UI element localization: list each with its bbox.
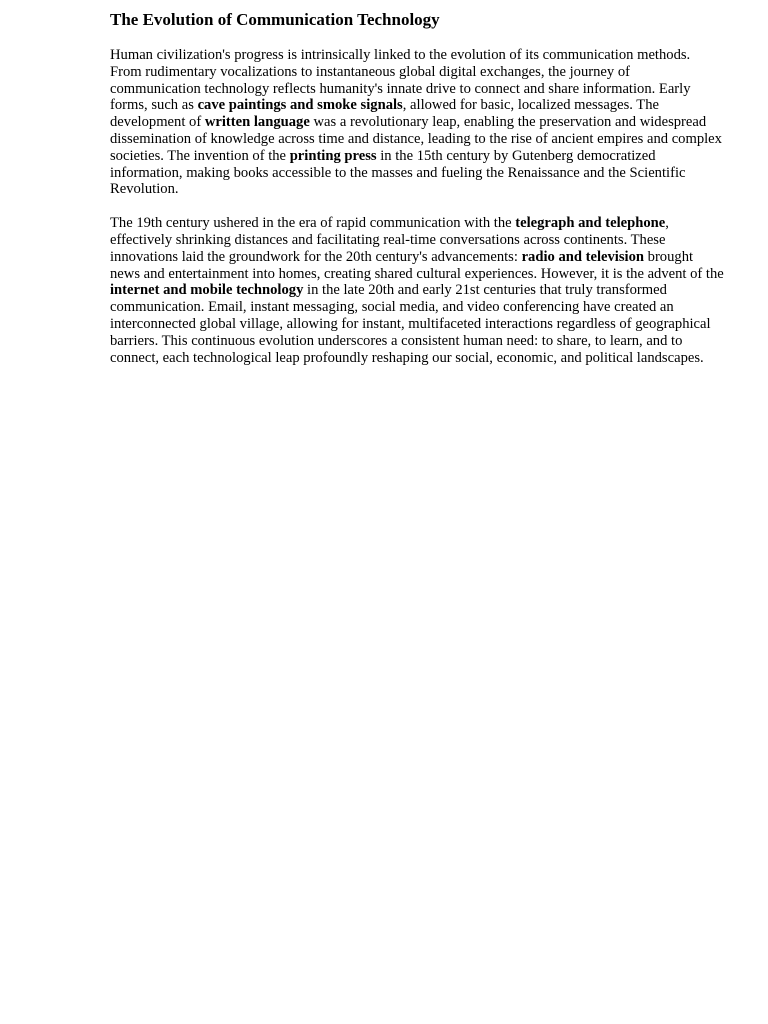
paragraph-text: , effectively shrinking distances and facilitating real-time conversations across continents. These innovations laid the groundwork for the 20th century's advancements: bbox=[110, 215, 669, 265]
document-page bbox=[110, 10, 724, 383]
paragraph-text: , allowed for basic, localized messages. The development of bbox=[110, 97, 659, 131]
paragraph-text: was a revolutionary leap, enabling the preservation and widespread dissemination of knowledge across time and distance, leading to the rise of ancient empires and complex societies. The invention of the bbox=[110, 114, 722, 164]
bold-phrase-cave-paintings: cave paintings and smoke signals bbox=[197, 97, 403, 114]
paragraph-1 bbox=[110, 47, 724, 198]
bold-phrase-radio-television: radio and television bbox=[521, 248, 644, 265]
paragraph-text: in the late 20th and early 21st centuries that truly transformed communication. Email, instant messaging, social media, and video conferencing have created an interconnected global village, allowing for instant, multifaceted interactions regardless of geographical barriers. This continuous evolution underscores a consistent human need: to share, to learn, and to connect, each technological leap profoundly reshaping our social, economic, and political landscapes. bbox=[110, 282, 711, 366]
paragraph-text: brought news and entertainment into homes, creating shared cultural experiences. However, it is the advent of the bbox=[110, 248, 724, 282]
bold-phrase-telegraph-telephone: telegraph and telephone bbox=[515, 215, 666, 232]
paragraph-2 bbox=[110, 215, 724, 366]
bold-phrase-written-language: written language bbox=[204, 114, 310, 131]
bold-phrase-printing-press: printing press bbox=[289, 147, 377, 164]
bold-phrase-internet-mobile: internet and mobile technology bbox=[110, 282, 304, 299]
paragraph-text: The 19th century ushered in the era of rapid communication with the bbox=[110, 215, 516, 232]
paragraph-text: in the 15th century by Gutenberg democratized information, making books accessible to the masses and fueling the Renaissance and the Scientific Revolution. bbox=[110, 147, 686, 198]
paragraph-text: Human civilization's progress is intrinsically linked to the evolution of its communication methods. From rudimentary vocalizations to instantaneous global digital exchanges, the journey of communication technology reflects humanity's innate drive to connect and share information. Early forms, such as bbox=[110, 47, 691, 114]
document-title: The Evolution of Communication Technology bbox=[110, 10, 440, 29]
